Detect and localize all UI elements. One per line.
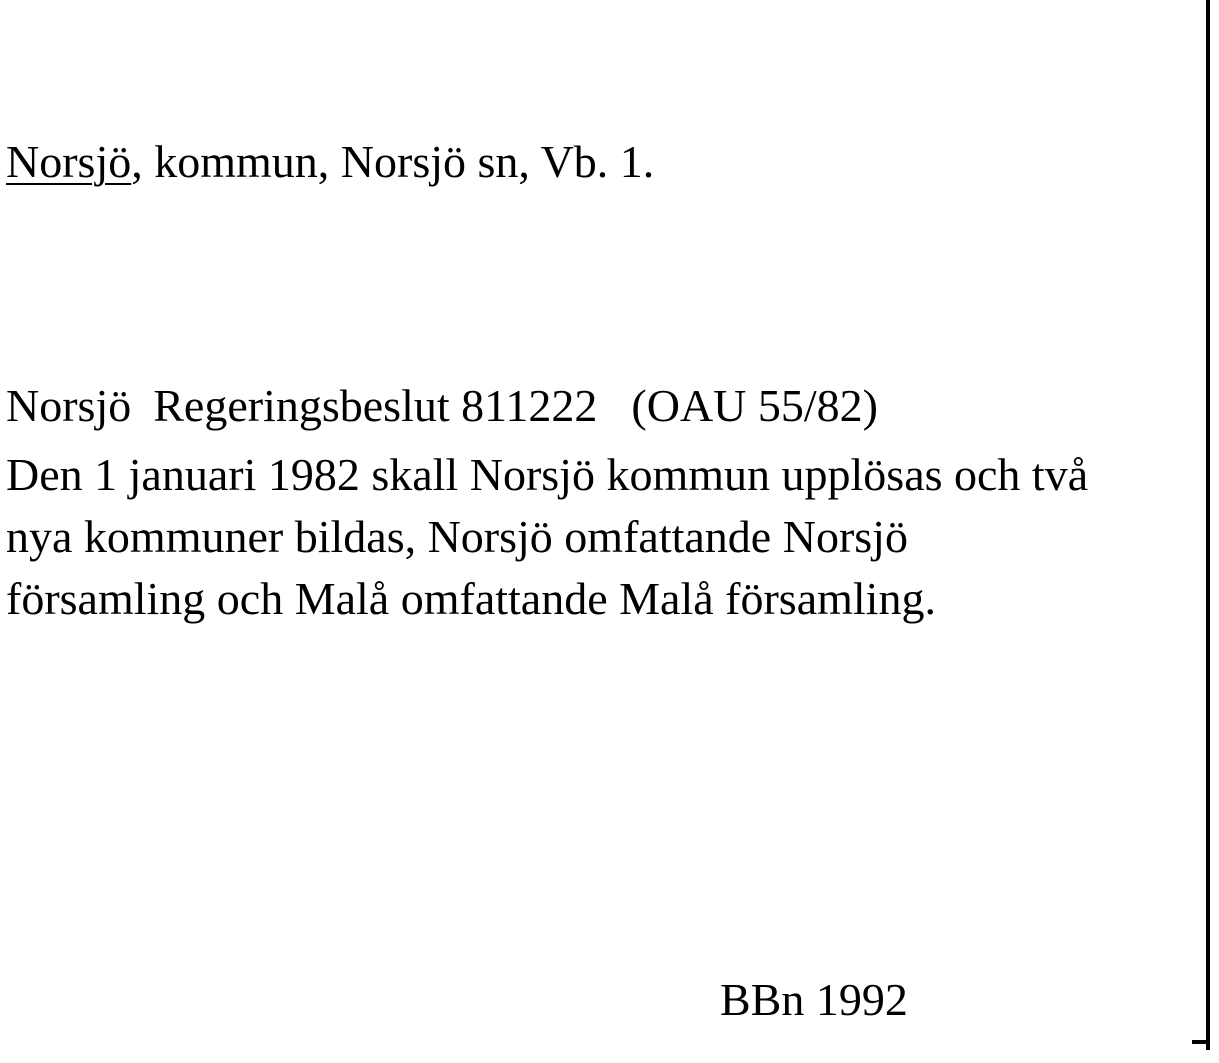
decision-line xyxy=(6,378,878,434)
card-right-border xyxy=(1206,0,1210,1050)
decision-reference: (OAU 55/82) xyxy=(631,380,878,431)
body-line: nya kommuner bildas, Norsjö omfattande Norsjö xyxy=(6,511,908,562)
heading-place-name: Norsjö xyxy=(6,136,132,187)
decision-body xyxy=(6,444,1196,630)
decision-title: Regeringsbeslut 811222 xyxy=(153,380,598,431)
card-heading xyxy=(6,134,654,190)
card-corner-mark xyxy=(1192,1040,1210,1044)
body-line: Den 1 januari 1982 skall Norsjö kommun upplösas och två xyxy=(6,449,1089,500)
heading-description: , kommun, Norsjö sn, Vb. 1. xyxy=(131,136,655,187)
signature: BBn 1992 xyxy=(720,974,908,1025)
decision-place: Norsjö xyxy=(6,380,132,431)
body-line: församling och Malå omfattande Malå församling. xyxy=(6,573,936,624)
